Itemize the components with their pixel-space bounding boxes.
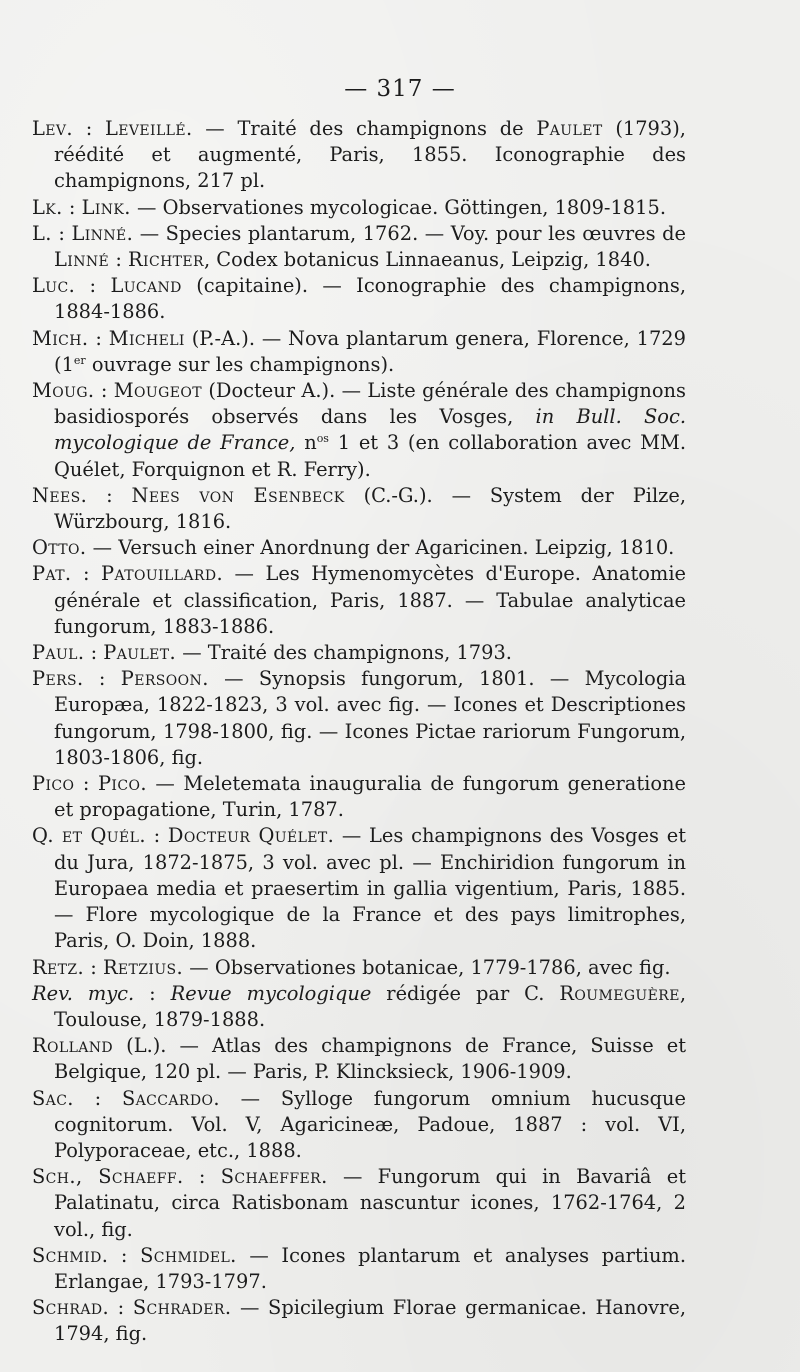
bibliography-list (32, 116, 686, 1348)
bibliography-entry: Q. et Quél. : Docteur Quélet. — Les champignons des Vosges et du Jura, 1872-1875, 3 vol. avec pl. — Enchiridion fungorum in Europaea media et praesertim in gallia vigentium, Paris, 1885. — Flore mycologique de la France et des pays limitrophes, Paris, O. Doin, 1888. (32, 824, 686, 953)
entry-author: Saccardo. (121, 1086, 220, 1110)
entry-abbreviation: Paul. (32, 641, 85, 665)
entry-text: Observationes mycologicae. Göttingen, 1809-1815. (162, 195, 666, 219)
entry-text-continued: , Toulouse, 1879-1888. (54, 981, 686, 1031)
bibliography-entry: Paul. : Paulet. — Traité des champignons, 1793. (32, 641, 512, 665)
bibliography-entry: Pers. : Persoon. — Synopsis fungorum, 1801. — Mycologia Europæa, 1822-1823, 3 vol. avec fig. — Icones et Descriptiones fungorum, 1798-1800, fig. — Icones Pictae rariorum Fungorum, 1803-1806, fig. (32, 667, 687, 769)
entry-author-reference: Roumeguère (559, 981, 680, 1005)
entry-abbreviation: Pat. (32, 562, 72, 586)
entry-author: Docteur Quélet. (167, 824, 335, 848)
bibliography-entry: Pico : Pico. — Meletemata inauguralia de fungorum generatione et propagatione, Turin, 1787. (32, 772, 686, 822)
entry-text-continued: , Codex botanicus Linnaeanus, Leipzig, 1840. (203, 248, 651, 272)
bibliography-entry: Otto. — Versuch einer Anordnung der Agaricinen. Leipzig, 1810. (32, 536, 675, 560)
entry-author: Link. (81, 195, 131, 219)
entry-author: Mougeot (113, 379, 202, 403)
entry-abbreviation: Rolland (32, 1034, 114, 1058)
entry-author-reference: Linné (54, 248, 110, 272)
bibliography-entry: Retz. : Retzius. — Observationes botanicae, 1779-1786, avec fig. (32, 955, 671, 979)
entry-abbreviation: Pers. (32, 667, 84, 691)
entry-abbreviation: Rev. myc. (32, 981, 135, 1005)
bibliography-entry: Pat. : Patouillard. — Les Hymenomycètes d'Europe. Anatomie générale et classification, Paris, 1887. — Tabulae analyticae fungorum, 1883-1886. (32, 562, 686, 638)
entry-author: Paulet. (103, 641, 177, 665)
entry-italic-title: Revue mycologique (170, 981, 372, 1005)
entry-author: Micheli (108, 326, 185, 350)
entry-author-reference: Paulet (536, 117, 603, 140)
bibliography-entry: Luc. : Lucand (capitaine). — Iconographie des champignons, 1884-1886. (32, 274, 686, 324)
entry-text-continued: 1 et 3 (en collaboration avec MM. Quélet, Forquignon et R. Ferry). (54, 431, 687, 481)
entry-italic-title: in Bull. Soc. mycologique de France, (54, 405, 686, 455)
entry-abbreviation: Lk. (32, 195, 63, 219)
bibliography-entry: Sac. : Saccardo. — Sylloge fungorum omnium hucusque cognitorum. Vol. V, Agaricineæ, Padoue, 1887 : vol. VI, Polyporaceae, etc., 1888. (32, 1086, 687, 1162)
entry-author: Schaeffer. (220, 1165, 328, 1189)
entry-text: (Docteur A.). — Liste générale des champignons basidiosporés observés dans les Vosges, (54, 379, 686, 429)
entry-abbreviation: Luc. (32, 274, 76, 298)
bibliography-entry: Lk. : Link. — Observationes mycologicae. Göttingen, 1809-1815. (32, 195, 666, 219)
entry-author: Leveillé. (105, 117, 193, 140)
entry-abbreviation: Sac. (32, 1086, 74, 1110)
bibliography-entry: Schrad. : Schrader. — Spicilegium Florae germanicae. Hanovre, 1794, fig. (32, 1296, 686, 1346)
bibliography-entry: Rolland (L.). — Atlas des champignons de France, Suisse et Belgique, 120 pl. — Paris, P. Klincksieck, 1906-1909. (32, 1034, 686, 1084)
entry-author: Patouillard. (101, 562, 224, 586)
bibliography-entry: Lev. : Leveillé. — Traité des champignons de Paulet (1793), réédité et augmenté, Paris, 1855. Iconographie des champignons, 217 pl. (32, 117, 686, 193)
bibliography-entry: Nees. : Nees von Esenbeck (C.-G.). — System der Pilze, Würzbourg, 1816. (32, 483, 687, 534)
superscript: os (316, 432, 329, 446)
entry-abbreviation: L. (32, 221, 52, 245)
entry-text-continued: ouvrage sur les champignons). (91, 352, 395, 376)
entry-text: Atlas des champignons de France, Suisse et Belgique, 120 pl. — Paris, P. Klincksieck, 1906-1909. (54, 1034, 686, 1084)
entry-text: (P.-A.). — Nova plantarum genera, Florence, 1729 (1 (54, 326, 686, 376)
entry-text: Fungorum qui in Bavariâ et Palatinatu, circa Ratisbonam nascuntur icones, 1762-1764, 2 vol., fig. (54, 1165, 687, 1241)
entry-text: Traité des champignons de (237, 117, 524, 140)
entry-text: Observationes botanicae, 1779-1786, avec fig. (214, 955, 671, 979)
entry-text: Species plantarum, 1762. — Voy. pour les œuvres de (165, 221, 686, 245)
entry-author: Linné. (71, 221, 134, 245)
bibliography-entry: Sch., Schaeff. : Schaeffer. — Fungorum qui in Bavariâ et Palatinatu, circa Ratisbonam nascuntur icones, 1762-1764, 2 vol., fig. (32, 1165, 687, 1241)
entry-separator: : (115, 248, 122, 272)
entry-text: (capitaine). — Iconographie des champignons, 1884-1886. (54, 274, 686, 324)
entry-text: Spicilegium Florae germanicae. Hanovre, 1794, fig. (54, 1296, 686, 1346)
entry-abbreviation: Lev. (32, 117, 73, 140)
entry-abbreviation: Pico (32, 772, 75, 796)
bibliography-entry: Schmid. : Schmidel. — Icones plantarum et analyses partium. Erlangae, 1793-1797. (32, 1243, 686, 1293)
bibliography-entry: L. : Linné. — Species plantarum, 1762. — Voy. pour les œuvres de Linné : Richter, Codex botanicus Linnaeanus, Leipzig, 1840. (32, 221, 686, 272)
entry-text: Versuch einer Anordnung der Agaricinen. Leipzig, 1810. (118, 536, 675, 560)
entry-author: Retzius. (102, 955, 184, 979)
entry-text: Meletemata inauguralia de fungorum generatione et propagatione, Turin, 1787. (54, 772, 686, 822)
entry-author: (L.). (126, 1034, 167, 1058)
entry-author: Nees von Esenbeck (131, 483, 345, 507)
entry-abbreviation: Mich. (32, 326, 89, 350)
bibliography-entry: Rev. myc. : Revue mycologique rédigée par C. Roumeguère, Toulouse, 1879-1888. (32, 981, 686, 1031)
page-number: — 317 — (344, 76, 456, 102)
entry-author: Persoon. (120, 667, 209, 691)
bibliography-entry: Mich. : Micheli (P.-A.). — Nova plantarum genera, Florence, 1729 (1er ouvrage sur les champignons). (32, 326, 686, 376)
entry-text: (C.-G.). — System der Pilze, Würzbourg, 1816. (54, 483, 687, 534)
entry-abbreviation: Schmid. (32, 1243, 109, 1267)
entry-abbreviation: Nees. (32, 483, 88, 507)
entry-text: Sylloge fungorum omnium hucusque cognitorum. Vol. V, Agaricineæ, Padoue, 1887 : vol. VI, Polyporaceae, etc., 1888. (54, 1086, 687, 1162)
entry-abbreviation: Schrad. (32, 1296, 110, 1320)
entry-text: rédigée par C. (386, 981, 545, 1005)
entry-text: Icones plantarum et analyses partium. Erlangae, 1793-1797. (54, 1243, 686, 1293)
entry-abbreviation: Sch., Schaeff. (32, 1165, 184, 1189)
entry-text: Les champignons des Vosges et du Jura, 1872-1875, 3 vol. avec pl. — Enchiridion fungorum in Europaea media et praesertim in gallia vigentium, Paris, 1885. — Flore mycologique de la France et des pays limitrophes, Paris, O. Doin, 1888. (54, 824, 686, 953)
entry-abbreviation: Moug. (32, 379, 95, 403)
entry-text-continued: (1793), réédité et augmenté, Paris, 1855. Iconographie des champignons, 217 pl. (54, 117, 686, 193)
entry-abbreviation: Retz. (32, 955, 85, 979)
entry-abbreviation: Otto. (32, 536, 87, 560)
superscript: er (73, 353, 86, 367)
bibliography-entry: Moug. : Mougeot (Docteur A.). — Liste générale des champignons basidiosporés observés dans les Vosges, in Bull. Soc. mycologique de France, $n^{os}$ 1 et 3 (en collaboration avec MM. Quélet, Forquignon et R. Ferry). (32, 379, 687, 481)
entry-author-reference: Richter (128, 248, 204, 272)
entry-text: Synopsis fungorum, 1801. — Mycologia Europæa, 1822-1823, 3 vol. avec fig. — Icones et Descriptiones fungorum, 1798-1800, fig. — Icones Pictae rariorum Fungorum, 1803-1806, fig. (54, 667, 687, 769)
entry-author: Schrader. (132, 1296, 232, 1320)
entry-text-continued: n (304, 431, 317, 455)
entry-text: Les Hymenomycètes d'Europe. Anatomie générale et classification, Paris, 1887. — Tabulae analyticae fungorum, 1883-1886. (54, 562, 686, 638)
entry-text: Traité des champignons, 1793. (207, 641, 512, 665)
entry-author: Schmidel. (140, 1243, 237, 1267)
entry-abbreviation: Q. et Quél. (32, 824, 146, 848)
entry-author: Lucand (110, 274, 182, 298)
entry-author: Pico. (97, 772, 147, 796)
